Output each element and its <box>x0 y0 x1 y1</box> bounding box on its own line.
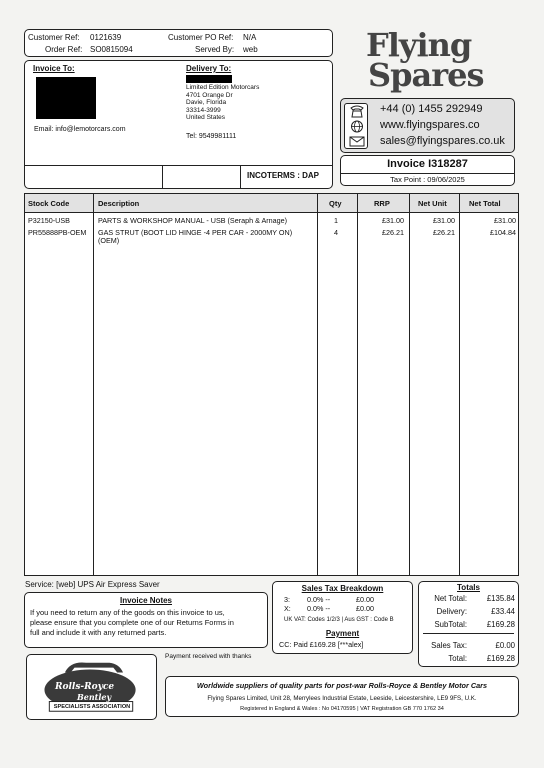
row-1-description: PARTS & WORKSHOP MANUAL - USB (Seraph & Arnage) <box>98 216 288 225</box>
contact-phone: +44 (0) 1455 292949 <box>380 103 483 115</box>
col-divider <box>459 194 460 575</box>
invoice-notes-title: Invoice Notes <box>119 596 172 605</box>
tax-row-1-amount: £0.00 <box>356 595 374 604</box>
tax-point: Tax Point : 09/06/2025 <box>390 175 465 184</box>
logo-line-1: Flying <box>366 26 472 64</box>
row-1-stock-code: P32150-USB <box>28 216 70 225</box>
row-2-description-line-2: (OEM) <box>98 236 120 245</box>
items-table <box>24 193 519 576</box>
totals-title: Totals <box>457 583 480 592</box>
notes-line: If you need to return any of the goods on this invoice to us, <box>30 608 225 617</box>
col-divider <box>357 194 358 575</box>
delivery-line: Davie, Florida <box>186 99 227 107</box>
invoice-to-email: Email: info@lemotorcars.com <box>34 126 126 133</box>
invoice-divider <box>341 173 514 174</box>
col-header-net-unit: Net Unit <box>418 199 447 208</box>
total-label: Total: <box>448 654 467 663</box>
notes-line: full and include it with any returned parts. <box>30 628 167 637</box>
badge-line-3: SPECIALISTS ASSOCIATION <box>53 704 131 710</box>
tax-row-1-code: 3: <box>284 595 290 604</box>
vat-codes-line: UK VAT: Codes 1/2/3 | Aus GST : Code B <box>284 617 394 623</box>
specialists-badge-box <box>26 654 157 720</box>
delivery-to-title: Delivery To: <box>186 64 232 73</box>
badge-line-1: Rolls-Royce <box>55 682 115 692</box>
payment-title: Payment <box>325 629 360 638</box>
incoterms: INCOTERMS : DAP <box>247 171 319 180</box>
row-2-net-unit: £26.21 <box>433 228 455 237</box>
totals-divider <box>423 633 514 634</box>
tax-row-1-rate: 0.0% -- <box>307 595 331 604</box>
customer-ref-label: Customer Ref: <box>28 33 80 42</box>
footer-address: Flying Spares Limited, Unit 28, Merrylees Industrial Estate, Leeside, Leicestershire, LE9 9FS, U.K. <box>207 695 477 702</box>
invoice-notes-box <box>24 592 268 648</box>
col-header-qty: Qty <box>329 199 342 208</box>
delivery-line: United States <box>186 114 226 122</box>
served-by-value: web <box>243 45 258 54</box>
tax-row-2-amount: £0.00 <box>356 604 374 613</box>
contact-website: www.flyingspares.co <box>380 119 480 131</box>
order-ref-label: Order Ref: <box>45 45 83 54</box>
invoice-notes-text <box>30 608 234 638</box>
row-1-net-total: £31.00 <box>494 216 516 225</box>
payment-received-note: Payment received with thanks <box>165 653 252 660</box>
po-ref-value: N/A <box>243 33 257 42</box>
delivery-to-redaction <box>186 75 232 83</box>
delivery-line: Limited Edition Motorcars <box>186 84 260 91</box>
col-divider <box>93 194 94 575</box>
footer-box <box>165 676 519 717</box>
subtotal-value: £169.28 <box>486 620 515 629</box>
po-ref-label: Customer PO Ref: <box>168 33 234 42</box>
row-1-qty: 1 <box>334 216 338 225</box>
delivery-value: £33.44 <box>491 607 515 616</box>
delivery-line: 4701 Orange Dr <box>186 91 233 99</box>
footer-registration: Registered in England & Wales : No 04170595 | VAT Registration GB 770 1762 34 <box>240 706 444 712</box>
tax-row-2-code: X: <box>284 604 291 613</box>
contact-box <box>340 98 515 153</box>
delivery-label: Delivery: <box>436 607 467 616</box>
total-value: £169.28 <box>486 654 515 663</box>
col-header-net-total: Net Total <box>469 199 501 208</box>
sales-tax-value: £0.00 <box>495 641 515 650</box>
totals-box <box>418 581 519 667</box>
header-refs-box <box>24 29 333 57</box>
row-2-stock-code: PR55888PB-OEM <box>28 228 87 237</box>
sales-tax-box <box>272 581 413 654</box>
contact-email: sales@flyingspares.co.uk <box>380 135 505 147</box>
col-divider <box>409 194 410 575</box>
envelope-icon <box>348 135 366 148</box>
badge-line-2: Bentley <box>77 692 112 702</box>
invoice-number-box <box>340 155 515 186</box>
invoice-to-redaction <box>36 77 96 119</box>
invoice-to-title: Invoice To: <box>33 64 75 73</box>
payment-line: CC: Paid £169.28 [***alex] <box>279 640 364 649</box>
company-logo <box>366 26 484 94</box>
delivery-tel: Tel: 9549981111 <box>186 133 237 140</box>
footer-tagline: Worldwide suppliers of quality parts for post-war Rolls-Royce & Bentley Motor Cars <box>196 681 488 690</box>
net-total-label: Net Total: <box>434 594 467 603</box>
address-split-2 <box>240 165 241 188</box>
col-header-stock-code: Stock Code <box>28 199 70 208</box>
address-split-1 <box>162 165 163 188</box>
col-divider <box>317 194 318 575</box>
contact-icons-box <box>344 103 368 149</box>
order-ref-value: SO0815094 <box>90 45 133 54</box>
delivery-address <box>186 84 259 122</box>
served-by-label: Served By: <box>195 45 235 54</box>
row-2-description: GAS STRUT (BOOT LID HINGE -4 PER CAR - 2000MY ON) <box>98 228 293 237</box>
tax-row-2-rate: 0.0% -- <box>307 604 331 613</box>
globe-icon <box>348 120 366 133</box>
subtotal-label: SubTotal: <box>434 620 467 629</box>
customer-ref-value: 0121639 <box>90 33 122 42</box>
logo-line-2: Spares <box>368 56 484 94</box>
phone-icon <box>348 105 366 118</box>
sales-tax-label: Sales Tax: <box>431 641 467 650</box>
col-header-description: Description <box>98 199 140 208</box>
service-line: Service: [web] UPS Air Express Saver <box>25 580 160 589</box>
address-divider <box>25 165 332 166</box>
notes-line: please ensure that you complete one of our Returns Forms in <box>30 618 234 627</box>
sales-tax-title: Sales Tax Breakdown <box>301 584 384 593</box>
row-2-net-total: £104.84 <box>490 228 516 237</box>
net-total-value: £135.84 <box>486 594 515 603</box>
invoice-number: Invoice I318287 <box>387 158 468 170</box>
row-1-rrp: £31.00 <box>382 216 404 225</box>
delivery-line: 33314-3999 <box>186 106 221 114</box>
col-header-rrp: RRP <box>374 199 390 208</box>
row-2-qty: 4 <box>334 228 338 237</box>
address-box <box>24 60 333 189</box>
row-1-net-unit: £31.00 <box>433 216 455 225</box>
row-2-rrp: £26.21 <box>382 228 404 237</box>
